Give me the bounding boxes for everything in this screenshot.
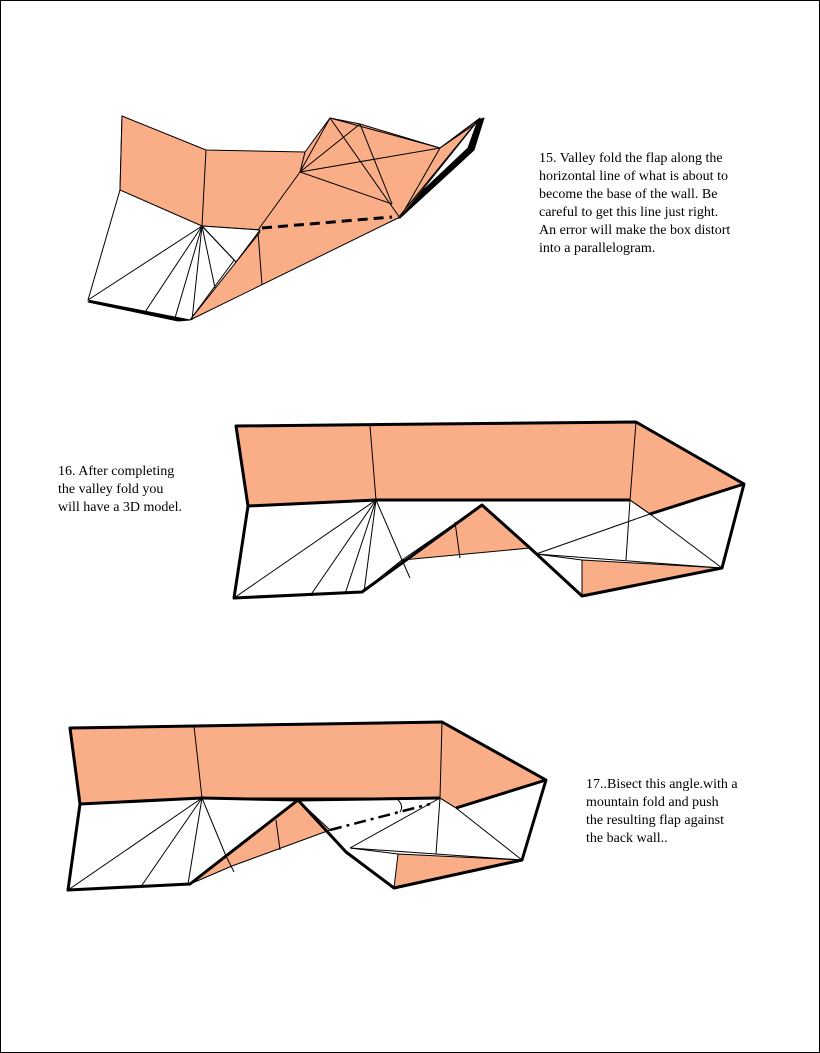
step15-line: 15. Valley fold the flap along the (539, 151, 723, 166)
step15-instructions (539, 150, 730, 258)
step15-line: into a parallelogram. (539, 241, 656, 256)
step15-line: horizontal line of what is about to (539, 169, 728, 184)
step16-line: 16. After completing (58, 464, 175, 479)
step17-wall (70, 722, 546, 808)
step17-line: 17..Bisect this angle.with a (586, 777, 738, 792)
step15-line: An error will make the box distort (539, 223, 731, 238)
step16-instructions (58, 463, 182, 517)
step16-line: the valley fold you (58, 482, 164, 497)
step15-line: careful to get this line just right. (539, 205, 719, 220)
step17-outline (202, 798, 298, 800)
step17-line: mountain fold and push (586, 795, 719, 810)
step17-outline (298, 798, 440, 800)
step17-line: the back wall.. (586, 831, 668, 846)
step16-line: will have a 3D model. (58, 500, 183, 515)
step15-line: become the base of the wall. Be (539, 187, 718, 202)
step17-instructions (586, 776, 738, 848)
step17-line: the resulting flap against (586, 813, 725, 828)
